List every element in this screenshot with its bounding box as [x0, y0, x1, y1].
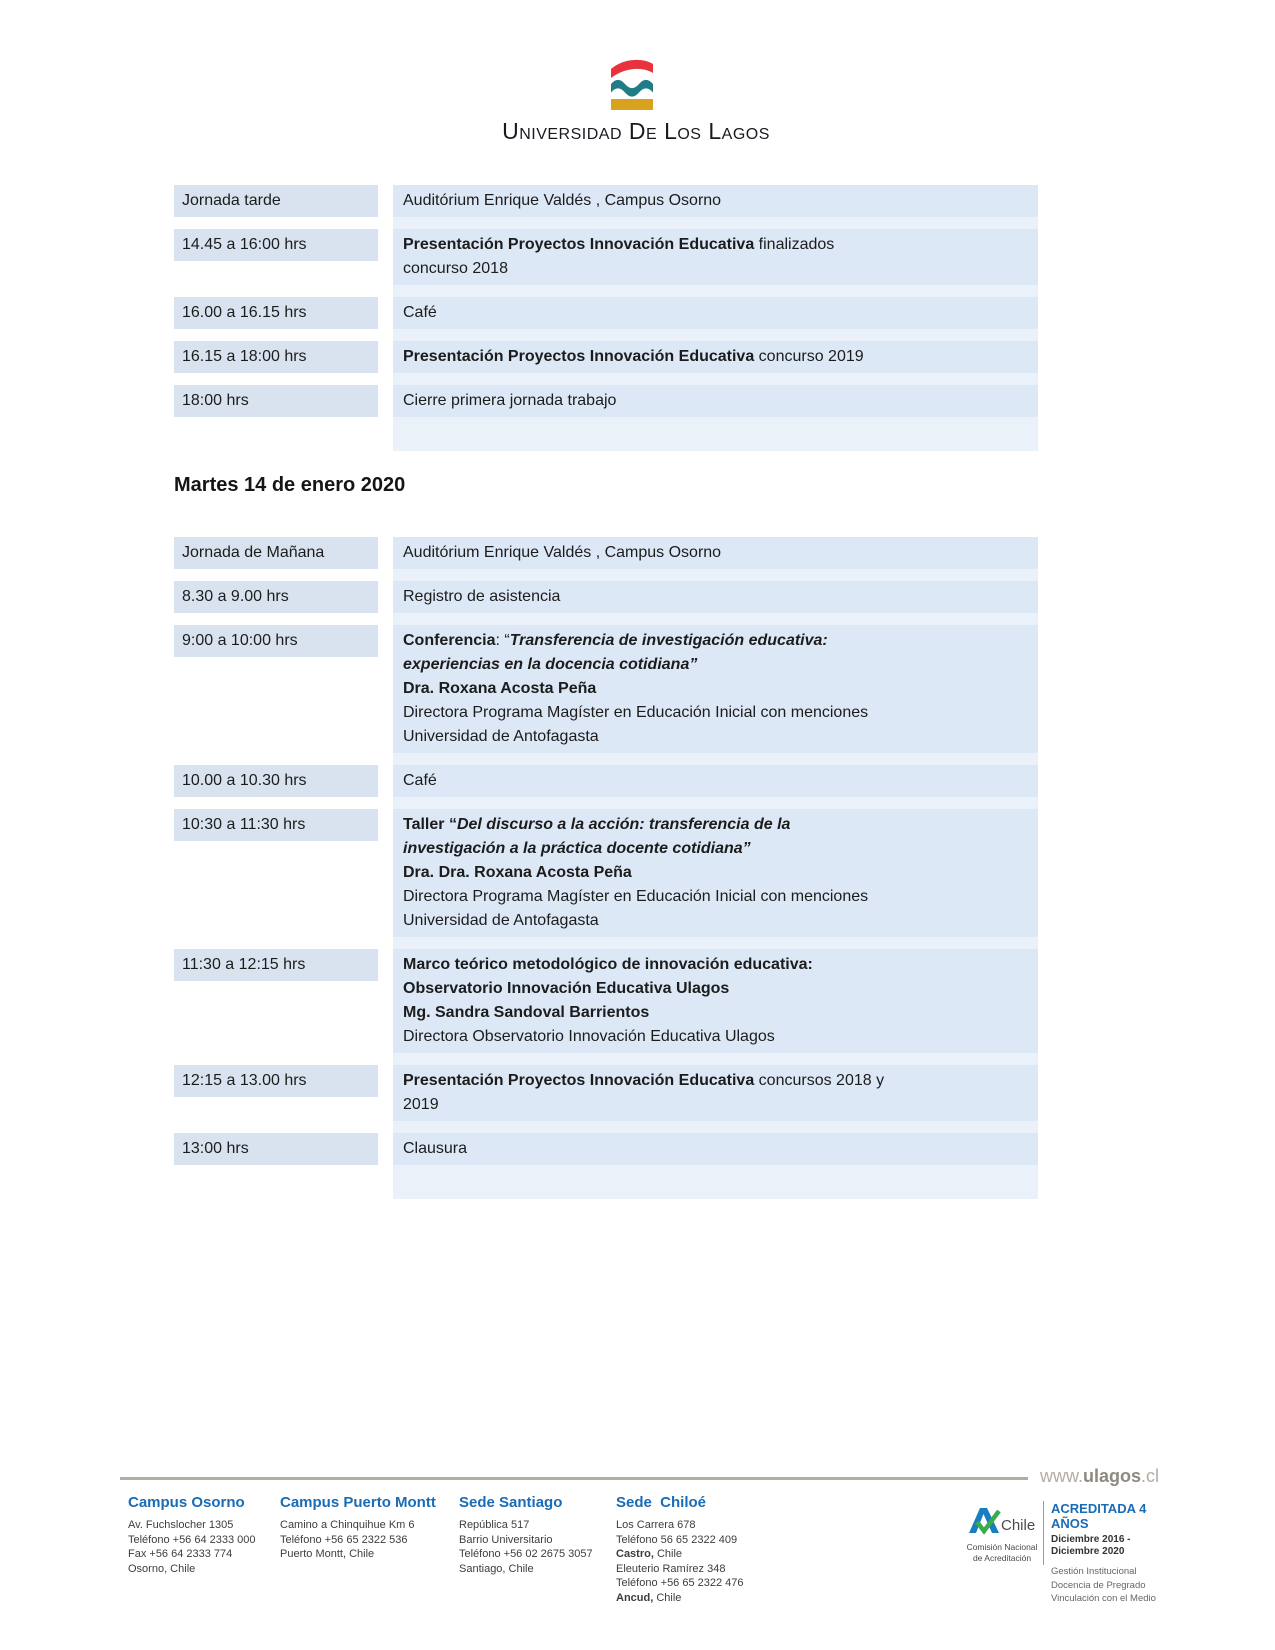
text-segment: Directora Programa Magíster en Educación Inicial con menciones: [403, 888, 869, 905]
schedule-row: [174, 1065, 1038, 1121]
text-segment: Camino a Chinquihue Km 6: [280, 1519, 415, 1531]
accreditation-block: [1051, 1501, 1181, 1606]
text-segment: Teléfono +56 02 2675 3057: [459, 1548, 593, 1561]
text-segment: experiencias en la docencia cotidiana”: [403, 656, 698, 673]
footer-address-line: [459, 1547, 609, 1562]
text-segment: Presentación Proyectos Innovación Educativa: [403, 236, 755, 253]
time-cell: 11:30 a 12:15 hrs: [174, 949, 378, 981]
schedule-row: [174, 297, 1038, 329]
description-cell: [393, 581, 1038, 613]
text-segment: : “: [495, 632, 510, 649]
text-segment: Del discurso a la acción: transferencia de la: [456, 816, 791, 833]
text-segment: Marco teórico metodológico de innovación educativa:: [403, 956, 813, 973]
text-segment: Observatorio Innovación Educativa Ulagos: [403, 980, 730, 997]
accreditation-area: Gestión Institucional: [1051, 1566, 1137, 1577]
time-cell: 9:00 a 10:00 hrs: [174, 625, 378, 657]
day-heading: Martes 14 de enero 2020: [174, 474, 406, 496]
footer-column-title: Campus Puerto Montt: [280, 1494, 436, 1511]
accreditation-areas: [1051, 1565, 1181, 1606]
footer-column-title: Sede Chiloé: [616, 1494, 707, 1511]
text-segment: Café: [403, 772, 437, 789]
text-segment: concursos 2018 y: [754, 1072, 885, 1089]
website-suffix: .cl: [1141, 1466, 1160, 1486]
description-cell: [393, 1065, 1038, 1121]
footer-address-line: [128, 1562, 273, 1577]
time-cell: 14.45 a 16:00 hrs: [174, 229, 378, 261]
time-cell: 8.30 a 9.00 hrs: [174, 581, 378, 613]
text-segment: Transferencia de investigación educativa:: [509, 632, 828, 649]
footer-address-line: [616, 1533, 786, 1548]
logo-gold-stripe: [611, 99, 653, 110]
description-cell: [393, 385, 1038, 417]
description-cell: [393, 949, 1038, 1053]
schedule-row: [174, 537, 1038, 569]
text-segment: Teléfono +56 65 2322 536: [280, 1533, 408, 1546]
text-segment: Conferencia: [403, 632, 496, 649]
text-segment: Directora Programa Magíster en Educación Inicial con menciones: [403, 704, 869, 721]
website-url[interactable]: [1040, 1466, 1159, 1487]
schedule-row: [174, 581, 1038, 613]
text-segment: Presentación Proyectos Innovación Educativa: [403, 348, 755, 365]
description-cell: [393, 765, 1038, 797]
footer-address-line: [128, 1547, 273, 1562]
schedule-row: [174, 809, 1038, 937]
text-segment: Directora Observatorio Innovación Educativa Ulagos: [403, 1028, 775, 1045]
schedule-row: [174, 341, 1038, 373]
schedule-row: [174, 385, 1038, 417]
time-cell: 12:15 a 13.00 hrs: [174, 1065, 378, 1097]
description-cell: [393, 229, 1038, 285]
time-cell: Jornada de Mañana: [174, 537, 378, 569]
footer-column-title: Sede Santiago: [459, 1494, 563, 1511]
cna-org-line1: Comisión Nacional: [966, 1542, 1038, 1552]
text-segment: República 517: [459, 1519, 530, 1531]
footer-address-line: [459, 1533, 609, 1548]
footer-column-title: Campus Osorno: [128, 1494, 245, 1511]
description-cell: [393, 185, 1038, 217]
text-segment: investigación a la práctica docente cotidiana”: [403, 840, 751, 857]
time-cell: Jornada tarde: [174, 185, 378, 217]
footer-address-line: [459, 1518, 609, 1533]
footer-address-line: [616, 1518, 786, 1533]
text-segment: Cierre primera jornada trabajo: [403, 392, 617, 409]
schedule-row: [174, 765, 1038, 797]
footer-address-line: [280, 1518, 440, 1533]
text-segment: Teléfono 56 65 2322 409: [616, 1533, 738, 1546]
footer-divider-line: [120, 1477, 1028, 1480]
website-domain: ulagos: [1083, 1466, 1142, 1486]
description-cell: [393, 1133, 1038, 1165]
schedule-row: [174, 185, 1038, 217]
footer-address-line: [616, 1591, 786, 1606]
text-segment: Registro de asistencia: [403, 588, 561, 605]
text-segment: Taller “: [403, 816, 457, 833]
text-segment: concurso 2018: [403, 260, 508, 277]
accreditation-title: ACREDITADA 4 AÑOS: [1051, 1501, 1147, 1531]
text-segment: Teléfono +56 64 2333 000: [128, 1533, 256, 1546]
time-cell: 10.00 a 10.30 hrs: [174, 765, 378, 797]
cna-chile-logo-icon: [967, 1506, 1037, 1535]
schedule-row: [174, 1133, 1038, 1165]
accreditation-divider-line: [1043, 1501, 1044, 1565]
logo-red-stripe: [611, 60, 653, 78]
footer-address-line: [616, 1576, 786, 1591]
schedule-row: [174, 949, 1038, 1053]
text-segment: Chile: [653, 1591, 682, 1604]
text-segment: Chile: [653, 1548, 683, 1561]
description-cell: [393, 297, 1038, 329]
text-segment: Barrio Universitario: [459, 1533, 553, 1546]
text-segment: Universidad de Antofagasta: [403, 728, 599, 745]
logo-teal-wave-stripe: [611, 80, 653, 97]
text-segment: Castro,: [616, 1548, 654, 1561]
text-segment: Dra. Dra. Roxana Acosta Peña: [403, 864, 632, 881]
description-cell: [393, 625, 1038, 753]
morning-schedule-table: [174, 537, 1038, 1199]
time-cell: 16.15 a 18:00 hrs: [174, 341, 378, 373]
text-segment: concurso 2019: [754, 348, 864, 365]
text-segment: Los Carrera 678: [616, 1519, 696, 1531]
description-cell: [393, 809, 1038, 937]
text-segment: Universidad de Antofagasta: [403, 912, 599, 929]
footer-address-line: [128, 1533, 273, 1548]
footer-address-line: [616, 1547, 786, 1562]
text-segment: Eleuterio Ramírez 348: [616, 1562, 726, 1575]
schedule-row: [174, 625, 1038, 753]
website-prefix: www.: [1040, 1466, 1084, 1486]
footer-address-line: [459, 1562, 609, 1577]
university-wordmark: Universidad De Los Lagos: [502, 118, 770, 144]
accreditation-period: Diciembre 2016 - Diciembre 2020: [1051, 1534, 1131, 1557]
text-segment: Café: [403, 304, 437, 321]
footer-address-line: [280, 1533, 440, 1548]
text-segment: Puerto Montt, Chile: [280, 1548, 375, 1561]
schedule-row: [174, 229, 1038, 285]
cna-country-label: Chile: [1001, 1517, 1036, 1534]
text-segment: Av. Fuchslocher 1305: [128, 1519, 234, 1531]
description-cell: [393, 341, 1038, 373]
text-segment: Mg. Sandra Sandoval Barrientos: [403, 1004, 650, 1021]
footer-column: [459, 1494, 609, 1576]
time-cell: 10:30 a 11:30 hrs: [174, 809, 378, 841]
description-cell: [393, 537, 1038, 569]
cna-org-name: [961, 1542, 1043, 1563]
text-segment: Santiago, Chile: [459, 1562, 534, 1575]
footer-column: [616, 1494, 786, 1606]
time-cell: 18:00 hrs: [174, 385, 378, 417]
text-segment: Clausura: [403, 1140, 468, 1157]
afternoon-schedule-table: [174, 185, 1038, 451]
time-cell: 13:00 hrs: [174, 1133, 378, 1165]
text-segment: Fax +56 64 2333 774: [128, 1548, 233, 1561]
footer-column: [128, 1494, 273, 1576]
time-cell: 16.00 a 16.15 hrs: [174, 297, 378, 329]
text-segment: Dra. Roxana Acosta Peña: [403, 680, 597, 697]
text-segment: Osorno, Chile: [128, 1562, 196, 1575]
text-segment: Ancud,: [616, 1591, 654, 1604]
university-logo-icon: [610, 57, 654, 110]
footer-column: [280, 1494, 440, 1562]
text-segment: 2019: [403, 1096, 439, 1113]
footer-address-line: [128, 1518, 273, 1533]
accreditation-area: Docencia de Pregrado: [1051, 1579, 1146, 1591]
accreditation-area: Vinculación con el Medio: [1051, 1593, 1156, 1604]
footer-address-line: [280, 1547, 440, 1562]
footer-address-line: [616, 1562, 786, 1577]
text-segment: finalizados: [754, 236, 835, 253]
cna-accreditation-logo: [961, 1506, 1043, 1563]
cna-org-line2: de Acreditación: [972, 1552, 1032, 1563]
text-segment: Presentación Proyectos Innovación Educativa: [403, 1072, 755, 1089]
text-segment: Auditórium Enrique Valdés , Campus Osorno: [403, 544, 722, 561]
text-segment: Auditórium Enrique Valdés , Campus Osorno: [403, 192, 722, 209]
text-segment: Teléfono +56 65 2322 476: [616, 1577, 744, 1590]
